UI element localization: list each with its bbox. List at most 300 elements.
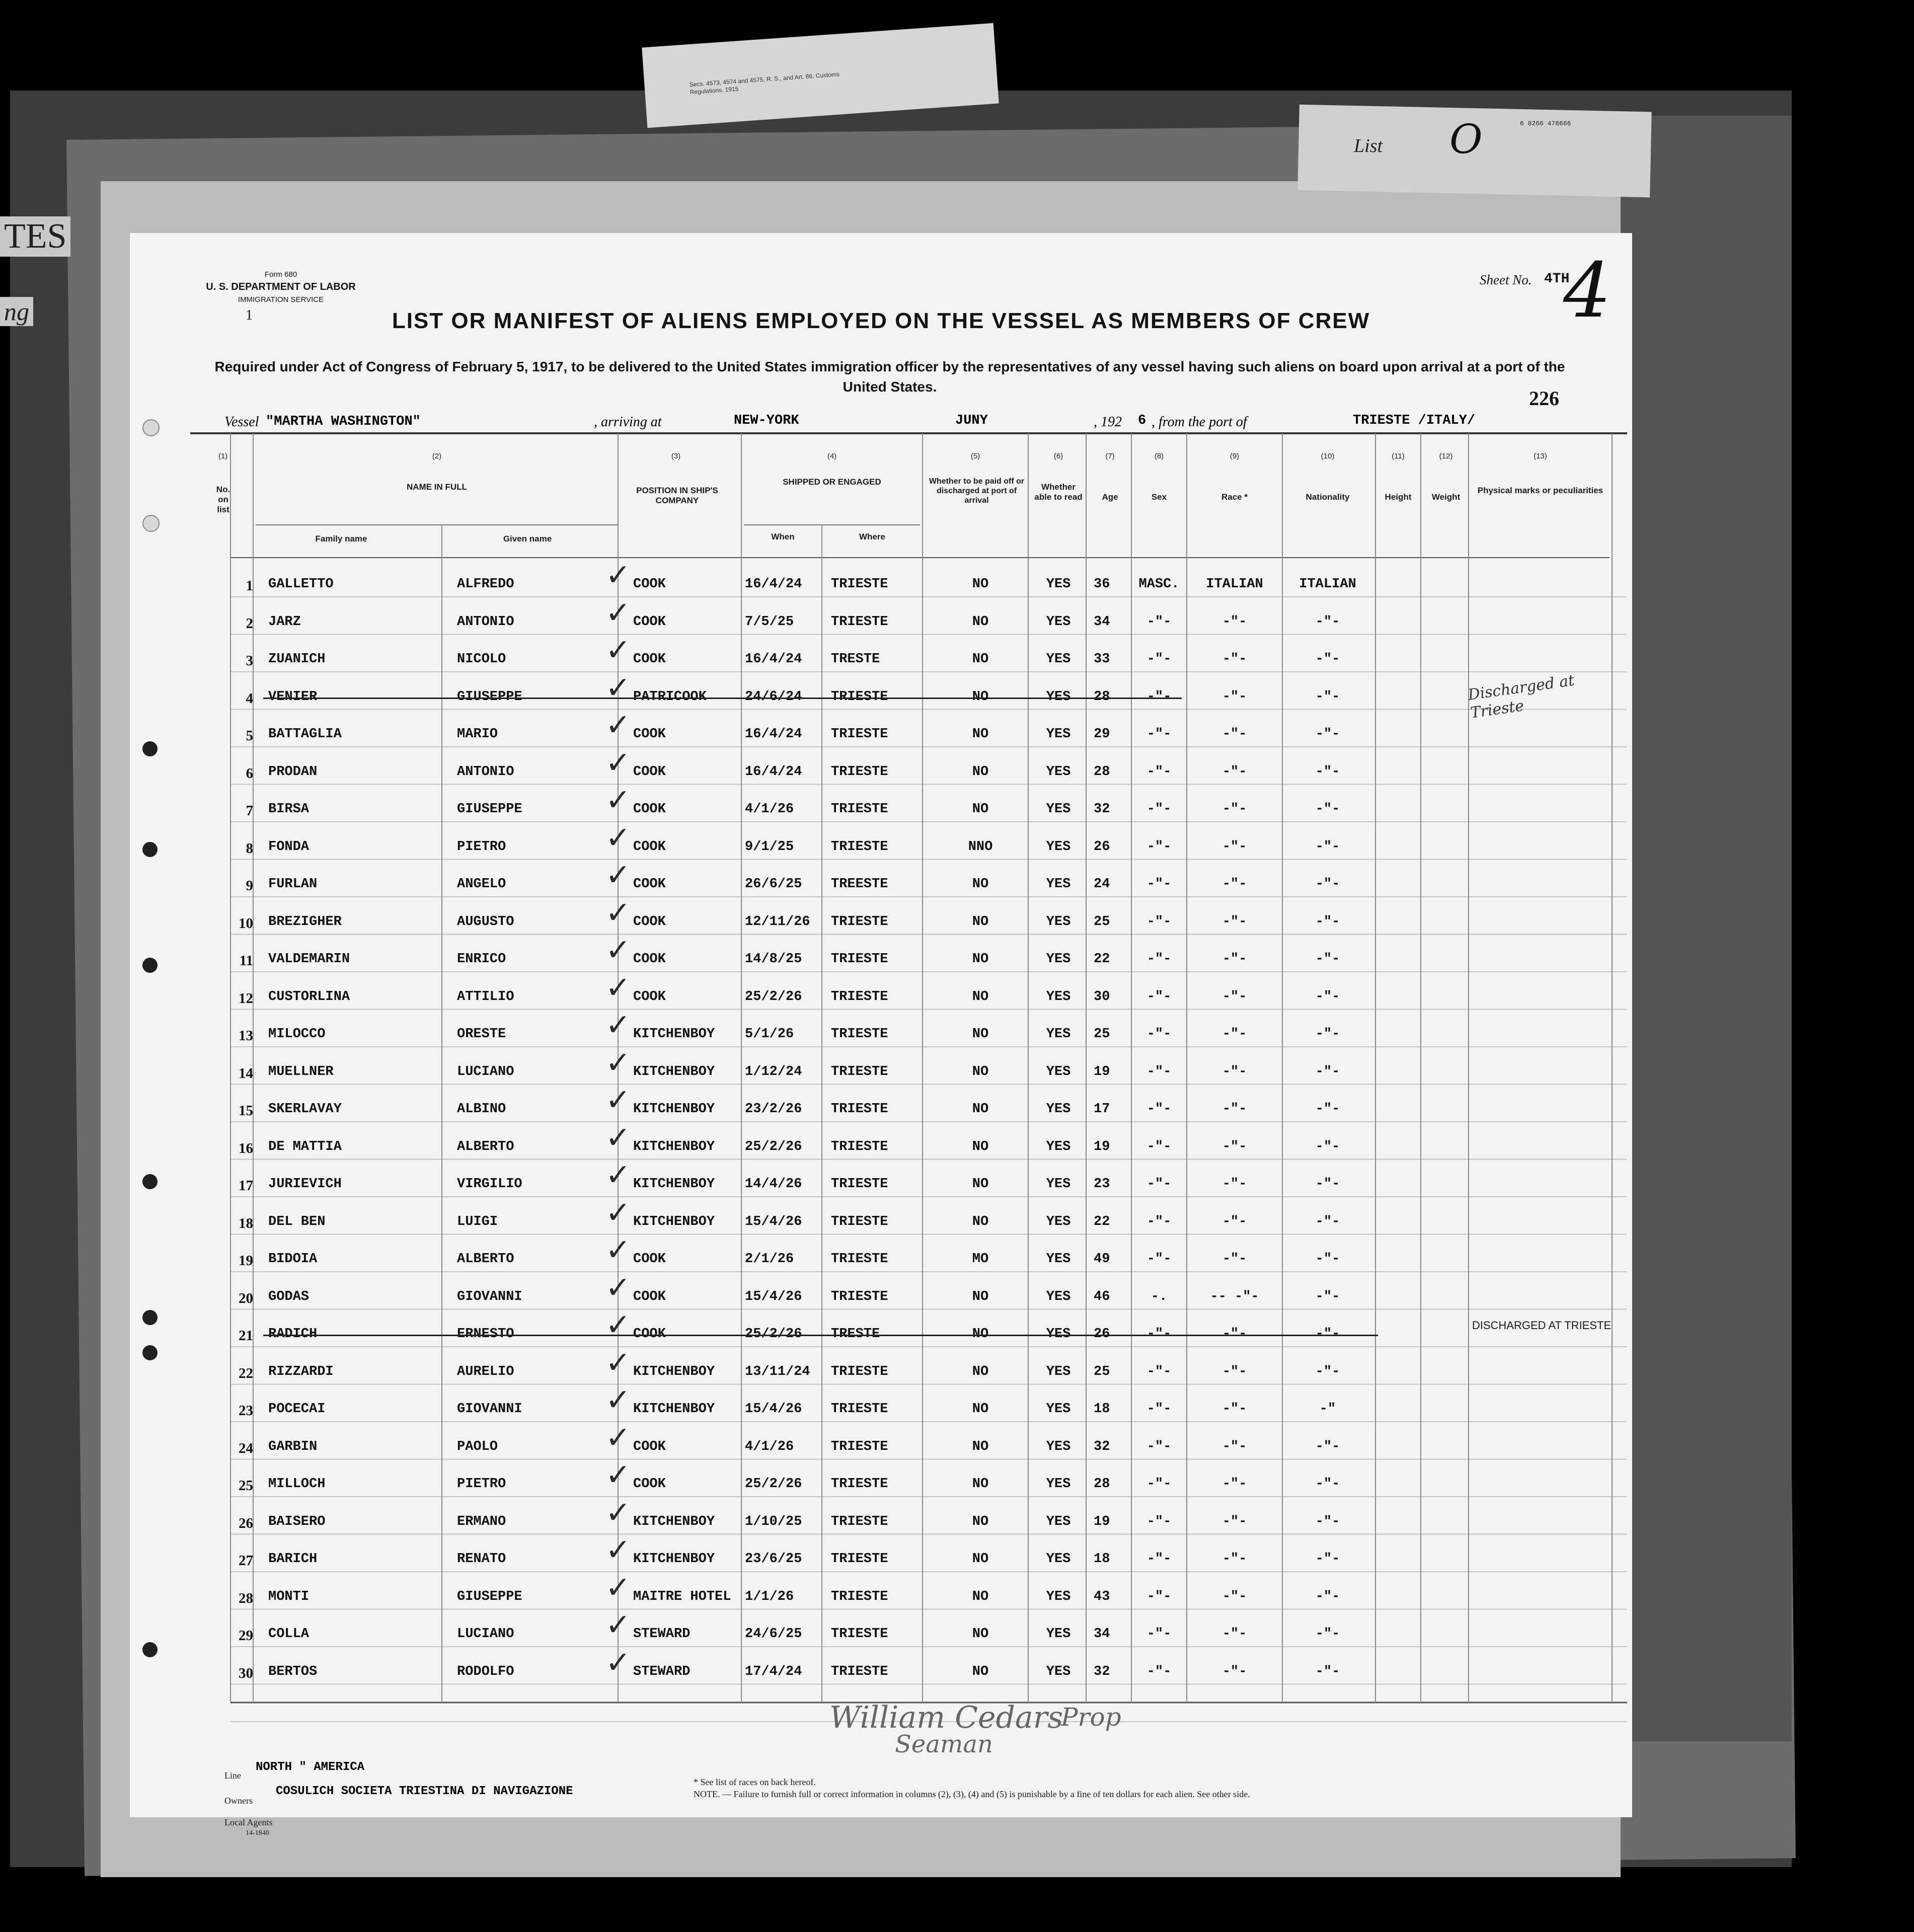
form-mark: 1 bbox=[246, 307, 253, 323]
cell-position: COOK bbox=[633, 1289, 666, 1304]
punch-hole-icon bbox=[142, 419, 160, 436]
cell-no: 8 bbox=[246, 840, 253, 857]
cell-when: 7/5/25 bbox=[745, 614, 794, 630]
cell-nationality: -"- bbox=[1315, 1139, 1340, 1154]
cell-position: KITCHENBOY bbox=[633, 1552, 715, 1567]
sheet-handwritten-number: 4 bbox=[1563, 247, 1612, 335]
cell-age: 32 bbox=[1094, 1664, 1110, 1679]
cell-read: YES bbox=[1046, 1552, 1071, 1567]
cell-paid: NO bbox=[972, 914, 989, 930]
col-header-name: NAME IN FULL bbox=[407, 482, 467, 492]
cell-paid: NO bbox=[972, 952, 989, 967]
cell-when: 1/12/24 bbox=[745, 1064, 802, 1079]
cell-no: 7 bbox=[246, 803, 253, 819]
cell-age: 32 bbox=[1094, 1439, 1110, 1454]
cell-where: TRIESTE bbox=[831, 1477, 888, 1492]
cell-race: -"- bbox=[1222, 652, 1247, 667]
cell-age: 22 bbox=[1094, 952, 1110, 967]
check-mark-icon: ✓ bbox=[605, 1495, 631, 1530]
cell-nationality: -"- bbox=[1315, 877, 1340, 892]
cell-position: KITCHENBOY bbox=[633, 1177, 715, 1192]
col-header-nationality: Nationality bbox=[1306, 492, 1350, 502]
stamp-tab-text: Secs. 4573, 4574 and 4575, R. S., and Art. 86, Customs Regulations, 1915 bbox=[689, 70, 840, 96]
cell-given: GIUSEPPE bbox=[457, 1589, 522, 1604]
cell-position: KITCHENBOY bbox=[633, 1214, 715, 1229]
cell-sex: -. bbox=[1151, 1289, 1168, 1304]
cell-sex: -"- bbox=[1146, 614, 1172, 630]
cell-no: 17 bbox=[239, 1178, 253, 1194]
print-code: 14-1840 bbox=[246, 1829, 269, 1837]
cell-position: KITCHENBOY bbox=[633, 1402, 715, 1417]
col-num: (6) bbox=[1053, 452, 1063, 460]
check-mark-icon: ✓ bbox=[605, 1195, 631, 1230]
cell-family: ZUANICH bbox=[268, 652, 326, 667]
cell-sex: -"- bbox=[1146, 952, 1172, 967]
cell-age: 34 bbox=[1094, 1627, 1110, 1642]
cell-nationality: -"- bbox=[1315, 1214, 1340, 1229]
cell-sex: -"- bbox=[1146, 914, 1172, 930]
cell-where: TRIESTE bbox=[831, 727, 888, 742]
cell-position: KITCHENBOY bbox=[633, 1064, 715, 1079]
cell-paid: NO bbox=[972, 1402, 989, 1417]
cell-given: ERMANO bbox=[457, 1514, 506, 1529]
cell-read: YES bbox=[1046, 1139, 1071, 1154]
cell-sex: -"- bbox=[1146, 1627, 1172, 1642]
cell-read: YES bbox=[1046, 877, 1071, 892]
cell-nationality: -"- bbox=[1315, 1327, 1340, 1342]
cell-race: -"- bbox=[1222, 1064, 1247, 1079]
cell-position: COOK bbox=[633, 839, 666, 855]
cell-age: 24 bbox=[1094, 877, 1110, 892]
cell-nationality: -"- bbox=[1315, 914, 1340, 930]
cell-given: VIRGILIO bbox=[457, 1177, 522, 1192]
cell-family: GALLETTO bbox=[268, 577, 334, 592]
cell-when: 12/11/26 bbox=[745, 914, 810, 930]
cell-when: 2/1/26 bbox=[745, 1252, 794, 1267]
cell-where: TRIESTE bbox=[831, 1289, 888, 1304]
manifest-sheet bbox=[130, 233, 1632, 1837]
col-header-when: When bbox=[771, 532, 795, 542]
cell-position: PATRICOOK bbox=[633, 689, 707, 705]
cell-race: -"- bbox=[1222, 1139, 1247, 1154]
cell-given: GIUSEPPE bbox=[457, 689, 522, 705]
cell-where: TRIESTE bbox=[831, 1139, 888, 1154]
cell-age: 36 bbox=[1094, 577, 1110, 592]
col-header-paid-off: Whether to be paid off or discharged at port of arrival bbox=[929, 477, 1025, 505]
check-mark-icon: ✓ bbox=[605, 1083, 631, 1118]
cell-when: 1/1/26 bbox=[745, 1589, 794, 1604]
cell-paid: NO bbox=[972, 764, 989, 780]
cell-read: YES bbox=[1046, 1402, 1071, 1417]
cell-when: 23/6/25 bbox=[745, 1552, 802, 1567]
col-num: (12) bbox=[1439, 452, 1453, 460]
cell-when: 4/1/26 bbox=[745, 802, 794, 817]
cell-when: 25/2/26 bbox=[745, 1139, 802, 1154]
page-subtitle: Required under Act of Congress of February 5, 1917, to be delivered to the United States immigration officer by the representatives of any vessel having such aliens on board upon arrival at a port of the United States. bbox=[214, 359, 1565, 395]
cell-read: YES bbox=[1046, 1102, 1071, 1117]
cell-paid: NO bbox=[972, 1552, 989, 1567]
cell-read: YES bbox=[1046, 1327, 1071, 1342]
cell-race: -"- bbox=[1222, 989, 1247, 1004]
fine-note: NOTE. — Failure to furnish full or correct information in columns (2), (3), (4) and (5) is punishable by a fine of ten dollars for each alien. See other side. bbox=[694, 1789, 1250, 1799]
cell-where: TRIESTE bbox=[831, 614, 888, 630]
cell-paid: NO bbox=[972, 727, 989, 742]
cell-family: CUSTORLINA bbox=[268, 989, 350, 1004]
cell-sex: -"- bbox=[1146, 1214, 1172, 1229]
cell-given: ALBERTO bbox=[457, 1252, 514, 1267]
cell-race: -"- bbox=[1222, 1214, 1247, 1229]
cell-paid: NO bbox=[972, 1289, 989, 1304]
cell-where: TRIESTE bbox=[831, 1214, 888, 1229]
cell-when: 1/10/25 bbox=[745, 1514, 802, 1529]
cell-when: 15/4/26 bbox=[745, 1289, 802, 1304]
cell-race: -"- bbox=[1222, 1102, 1247, 1117]
cell-nationality: -" bbox=[1319, 1402, 1336, 1417]
cell-nationality: -"- bbox=[1315, 802, 1340, 817]
cell-family: DE MATTIA bbox=[268, 1139, 342, 1154]
cell-paid: NO bbox=[972, 1514, 989, 1529]
cell-when: 5/1/26 bbox=[745, 1027, 794, 1042]
cell-age: 25 bbox=[1094, 1364, 1110, 1379]
cell-where: TRIESTE bbox=[831, 1252, 888, 1267]
cell-paid: NNO bbox=[968, 839, 993, 855]
cell-nationality: -"- bbox=[1315, 1177, 1340, 1192]
punch-hole-icon bbox=[142, 958, 158, 973]
cell-race: -"- bbox=[1222, 1552, 1247, 1567]
cell-family: MILOCCO bbox=[268, 1027, 326, 1042]
cell-position: COOK bbox=[633, 614, 666, 630]
cell-nationality: -"- bbox=[1315, 614, 1340, 630]
punch-hole-icon bbox=[142, 842, 158, 857]
cell-position: COOK bbox=[633, 952, 666, 967]
cell-sex: -"- bbox=[1146, 1364, 1172, 1379]
sheet-label: Sheet No. bbox=[1480, 272, 1532, 287]
cell-nationality: -"- bbox=[1315, 1664, 1340, 1679]
cell-no: 6 bbox=[246, 765, 253, 782]
cell-given: AUGUSTO bbox=[457, 914, 514, 930]
cell-given: NICOLO bbox=[457, 652, 506, 667]
cell-read: YES bbox=[1046, 914, 1071, 930]
cell-nationality: -"- bbox=[1315, 1477, 1340, 1492]
cell-when: 16/4/24 bbox=[745, 727, 802, 742]
punch-hole-icon bbox=[142, 1642, 158, 1657]
check-mark-icon: ✓ bbox=[605, 1008, 631, 1043]
arriving-label: , arriving at bbox=[594, 414, 662, 430]
cell-where: TRIESTE bbox=[831, 1627, 888, 1642]
cell-race: -"- bbox=[1222, 952, 1247, 967]
cell-race: -"- bbox=[1222, 727, 1247, 742]
cell-race: -"- bbox=[1222, 1589, 1247, 1604]
cell-age: 25 bbox=[1094, 914, 1110, 930]
cell-age: 26 bbox=[1094, 839, 1110, 855]
cell-sex: -"- bbox=[1146, 1102, 1172, 1117]
cell-paid: NO bbox=[972, 1139, 989, 1154]
cell-family: FONDA bbox=[268, 839, 310, 855]
signature: William Cedars bbox=[829, 1700, 1063, 1735]
cell-family: MILLOCH bbox=[268, 1477, 326, 1492]
cell-read: YES bbox=[1046, 1514, 1071, 1529]
cell-read: YES bbox=[1046, 727, 1071, 742]
cell-position: KITCHENBOY bbox=[633, 1027, 715, 1042]
line-value: NORTH " AMERICA bbox=[256, 1760, 365, 1774]
cell-age: 34 bbox=[1094, 614, 1110, 630]
races-note: * See list of races on back hereof. bbox=[694, 1777, 816, 1787]
cell-family: BATTAGLIA bbox=[268, 727, 342, 742]
cell-no: 22 bbox=[239, 1365, 253, 1381]
cell-race: -"- bbox=[1222, 1327, 1247, 1342]
cell-read: YES bbox=[1046, 802, 1071, 817]
cell-position: COOK bbox=[633, 652, 666, 667]
check-mark-icon: ✓ bbox=[605, 708, 631, 743]
cell-no: 21 bbox=[239, 1328, 253, 1344]
form-number: Form 680 bbox=[264, 270, 297, 279]
col-num: (11) bbox=[1392, 452, 1405, 460]
cell-sex: -"- bbox=[1146, 1139, 1172, 1154]
cell-family: JARZ bbox=[268, 614, 301, 630]
cell-no: 16 bbox=[239, 1140, 253, 1156]
strikethrough-line bbox=[263, 698, 1182, 699]
cell-given: ANTONIO bbox=[457, 764, 514, 780]
cell-sex: MASC. bbox=[1138, 577, 1180, 592]
cell-when: 24/6/24 bbox=[745, 689, 802, 705]
cell-no: 11 bbox=[239, 953, 253, 969]
cell-where: TRIESTE bbox=[831, 577, 888, 592]
cell-race: -"- bbox=[1222, 914, 1247, 930]
list-number: 226 bbox=[1529, 387, 1559, 410]
cell-age: 18 bbox=[1094, 1402, 1110, 1417]
cell-paid: NO bbox=[972, 1439, 989, 1454]
cell-read: YES bbox=[1046, 1289, 1071, 1304]
check-mark-icon: ✓ bbox=[605, 745, 631, 781]
cell-where: TRIESTE bbox=[831, 1552, 888, 1567]
cell-nationality: -"- bbox=[1315, 1102, 1340, 1117]
cell-age: 25 bbox=[1094, 1027, 1110, 1042]
cell-age: 18 bbox=[1094, 1552, 1110, 1567]
cell-no: 18 bbox=[239, 1215, 253, 1231]
cell-no: 1 bbox=[246, 578, 253, 594]
cell-position: COOK bbox=[633, 914, 666, 930]
cell-no: 23 bbox=[239, 1403, 253, 1419]
cell-no: 25 bbox=[239, 1478, 253, 1494]
cell-when: 15/4/26 bbox=[745, 1214, 802, 1229]
cell-given: GIOVANNI bbox=[457, 1402, 522, 1417]
cell-read: YES bbox=[1046, 1364, 1071, 1379]
check-mark-icon: ✓ bbox=[605, 933, 631, 968]
cell-age: 28 bbox=[1094, 689, 1110, 705]
cell-position: STEWARD bbox=[633, 1627, 691, 1642]
check-mark-icon: ✓ bbox=[605, 1232, 631, 1268]
punch-hole-icon bbox=[142, 741, 158, 756]
cell-sex: -"- bbox=[1146, 1327, 1172, 1342]
cell-paid: NO bbox=[972, 652, 989, 667]
cell-read: YES bbox=[1046, 989, 1071, 1004]
col-header-given: Given name bbox=[503, 534, 552, 544]
cell-given: ENRICO bbox=[457, 952, 506, 967]
cell-where: TRIESTE bbox=[831, 1514, 888, 1529]
cell-family: GARBIN bbox=[268, 1439, 318, 1454]
col-num: (10) bbox=[1321, 452, 1335, 460]
cell-given: MARIO bbox=[457, 727, 498, 742]
cell-family: BIDOIA bbox=[268, 1252, 318, 1267]
cell-read: YES bbox=[1046, 764, 1071, 780]
cell-race: -"- bbox=[1222, 1627, 1247, 1642]
cell-age: 28 bbox=[1094, 764, 1110, 780]
sheet-value: 4TH bbox=[1544, 271, 1570, 287]
cell-read: YES bbox=[1046, 1064, 1071, 1079]
cell-race: -"- bbox=[1222, 764, 1247, 780]
cell-no: 30 bbox=[239, 1665, 253, 1681]
cell-where: TRESTE bbox=[831, 1327, 880, 1342]
cell-sex: -"- bbox=[1146, 652, 1172, 667]
line-label: Line bbox=[224, 1770, 241, 1781]
col-num: (5) bbox=[970, 452, 980, 460]
cell-no: 28 bbox=[239, 1590, 253, 1606]
cell-family: BREZIGHER bbox=[268, 914, 342, 930]
cell-age: 32 bbox=[1094, 802, 1110, 817]
cell-where: TRIESTE bbox=[831, 764, 888, 780]
cell-nationality: -"- bbox=[1315, 1027, 1340, 1042]
cell-when: 25/2/26 bbox=[745, 1477, 802, 1492]
cell-no: 24 bbox=[239, 1440, 253, 1456]
department-name: U. S. DEPARTMENT OF LABOR bbox=[206, 281, 356, 292]
cell-read: YES bbox=[1046, 614, 1071, 630]
col-header-physical-marks: Physical marks or peculiarities bbox=[1477, 486, 1603, 495]
cell-where: TRIESTE bbox=[831, 839, 888, 855]
cell-race: -"- bbox=[1222, 1514, 1247, 1529]
cell-where: TRIESTE bbox=[831, 689, 888, 705]
cell-given: ORESTE bbox=[457, 1027, 506, 1042]
cell-position: COOK bbox=[633, 1252, 666, 1267]
cell-family: JURIEVICH bbox=[268, 1177, 342, 1192]
cell-nationality: -"- bbox=[1315, 764, 1340, 780]
cell-given: ERNESTO bbox=[457, 1327, 514, 1342]
check-mark-icon: ✓ bbox=[605, 1270, 631, 1305]
check-mark-icon: ✓ bbox=[605, 1045, 631, 1080]
cell-family: BAISERO bbox=[268, 1514, 326, 1529]
cell-age: 33 bbox=[1094, 652, 1110, 667]
arrival-port: NEW-YORK bbox=[734, 413, 799, 428]
cell-given: ALFREDO bbox=[457, 577, 514, 592]
cell-position: COOK bbox=[633, 1477, 666, 1492]
cell-position: COOK bbox=[633, 877, 666, 892]
cell-race: -"- bbox=[1222, 1477, 1247, 1492]
list-label: List bbox=[1354, 135, 1383, 157]
cell-where: TRESTE bbox=[831, 652, 880, 667]
cell-sex: -"- bbox=[1146, 1027, 1172, 1042]
cell-read: YES bbox=[1046, 1027, 1071, 1042]
cell-paid: NO bbox=[972, 1589, 989, 1604]
cell-position: COOK bbox=[633, 727, 666, 742]
cell-age: 22 bbox=[1094, 1214, 1110, 1229]
cell-sex: -"- bbox=[1146, 1177, 1172, 1192]
col-header-family: Family name bbox=[315, 534, 367, 544]
cell-given: RODOLFO bbox=[457, 1664, 514, 1679]
cell-race: -"- bbox=[1222, 877, 1247, 892]
cell-race: -- -"- bbox=[1210, 1289, 1259, 1304]
cell-given: ANTONIO bbox=[457, 614, 514, 630]
col-header-weight: Weight bbox=[1431, 492, 1461, 502]
cell-paid: NO bbox=[972, 1327, 989, 1342]
vessel-name: "MARTHA WASHINGTON" bbox=[266, 414, 421, 429]
cell-nationality: -"- bbox=[1315, 1289, 1340, 1304]
page-title: LIST OR MANIFEST OF ALIENS EMPLOYED ON THE VESSEL AS MEMBERS OF CREW bbox=[392, 308, 1370, 333]
cell-age: 49 bbox=[1094, 1252, 1110, 1267]
cell-position: COOK bbox=[633, 989, 666, 1004]
cell-when: 16/4/24 bbox=[745, 764, 802, 780]
check-mark-icon: ✓ bbox=[605, 895, 631, 931]
cell-paid: NO bbox=[972, 577, 989, 592]
cell-paid: NO bbox=[972, 1064, 989, 1079]
check-mark-icon: ✓ bbox=[605, 783, 631, 818]
cell-position: KITCHENBOY bbox=[633, 1364, 715, 1379]
cell-sex: -"- bbox=[1146, 1477, 1172, 1492]
manifest-table-grid bbox=[130, 233, 1632, 1817]
cell-read: YES bbox=[1046, 839, 1071, 855]
cell-no: 3 bbox=[246, 653, 253, 669]
cell-given: ATTILIO bbox=[457, 989, 514, 1004]
check-mark-icon: ✓ bbox=[605, 1307, 631, 1343]
departure-port: TRIESTE /ITALY/ bbox=[1353, 413, 1476, 428]
cell-nationality: -"- bbox=[1315, 689, 1340, 705]
cell-family: RADICH bbox=[268, 1327, 318, 1342]
cell-given: PIETRO bbox=[457, 839, 506, 855]
cell-read: YES bbox=[1046, 652, 1071, 667]
cell-age: 43 bbox=[1094, 1589, 1110, 1604]
col-header-height: Height bbox=[1385, 492, 1412, 502]
cell-where: TRIESTE bbox=[831, 914, 888, 930]
cell-nationality: -"- bbox=[1315, 1439, 1340, 1454]
cell-family: DEL BEN bbox=[268, 1214, 326, 1229]
cell-when: 13/11/24 bbox=[745, 1364, 810, 1379]
cell-paid: NO bbox=[972, 1177, 989, 1192]
cell-family: RIZZARDI bbox=[268, 1364, 334, 1379]
side-fragment-text: TES bbox=[0, 216, 70, 257]
cell-paid: NO bbox=[972, 614, 989, 630]
check-mark-icon: ✓ bbox=[605, 1570, 631, 1605]
cell-nationality: -"- bbox=[1315, 839, 1340, 855]
cell-family: MUELLNER bbox=[268, 1064, 334, 1079]
cell-family: SKERLAVAY bbox=[268, 1102, 342, 1117]
cell-given: ANGELO bbox=[457, 877, 506, 892]
cell-position: COOK bbox=[633, 802, 666, 817]
cell-nationality: -"- bbox=[1315, 1252, 1340, 1267]
cell-age: 19 bbox=[1094, 1064, 1110, 1079]
cell-when: 16/4/24 bbox=[745, 577, 802, 592]
cell-read: YES bbox=[1046, 952, 1071, 967]
col-num: (2) bbox=[432, 452, 442, 460]
cell-no: 19 bbox=[239, 1253, 253, 1269]
cell-position: MAITRE HOTEL bbox=[633, 1589, 731, 1604]
cell-position: COOK bbox=[633, 764, 666, 780]
col-num: (13) bbox=[1534, 452, 1547, 460]
cell-position: COOK bbox=[633, 577, 666, 592]
check-mark-icon: ✓ bbox=[605, 1157, 631, 1193]
cell-given: PIETRO bbox=[457, 1477, 506, 1492]
cell-when: 25/2/26 bbox=[745, 1327, 802, 1342]
cell-read: YES bbox=[1046, 1477, 1071, 1492]
cell-sex: -"- bbox=[1146, 839, 1172, 855]
cell-given: ALBERTO bbox=[457, 1139, 514, 1154]
cell-read: YES bbox=[1046, 1177, 1071, 1192]
owners-value: COSULICH SOCIETA TRIESTINA DI NAVIGAZIONE bbox=[276, 1785, 573, 1798]
cell-no: 10 bbox=[239, 915, 253, 932]
agents-label: Local Agents bbox=[224, 1817, 273, 1827]
check-mark-icon: ✓ bbox=[605, 633, 631, 668]
side-fragment-text: ng bbox=[0, 297, 33, 326]
cell-where: TRIESTE bbox=[831, 1439, 888, 1454]
cell-nationality: ITALIAN bbox=[1299, 577, 1356, 592]
cell-sex: -"- bbox=[1146, 1552, 1172, 1567]
